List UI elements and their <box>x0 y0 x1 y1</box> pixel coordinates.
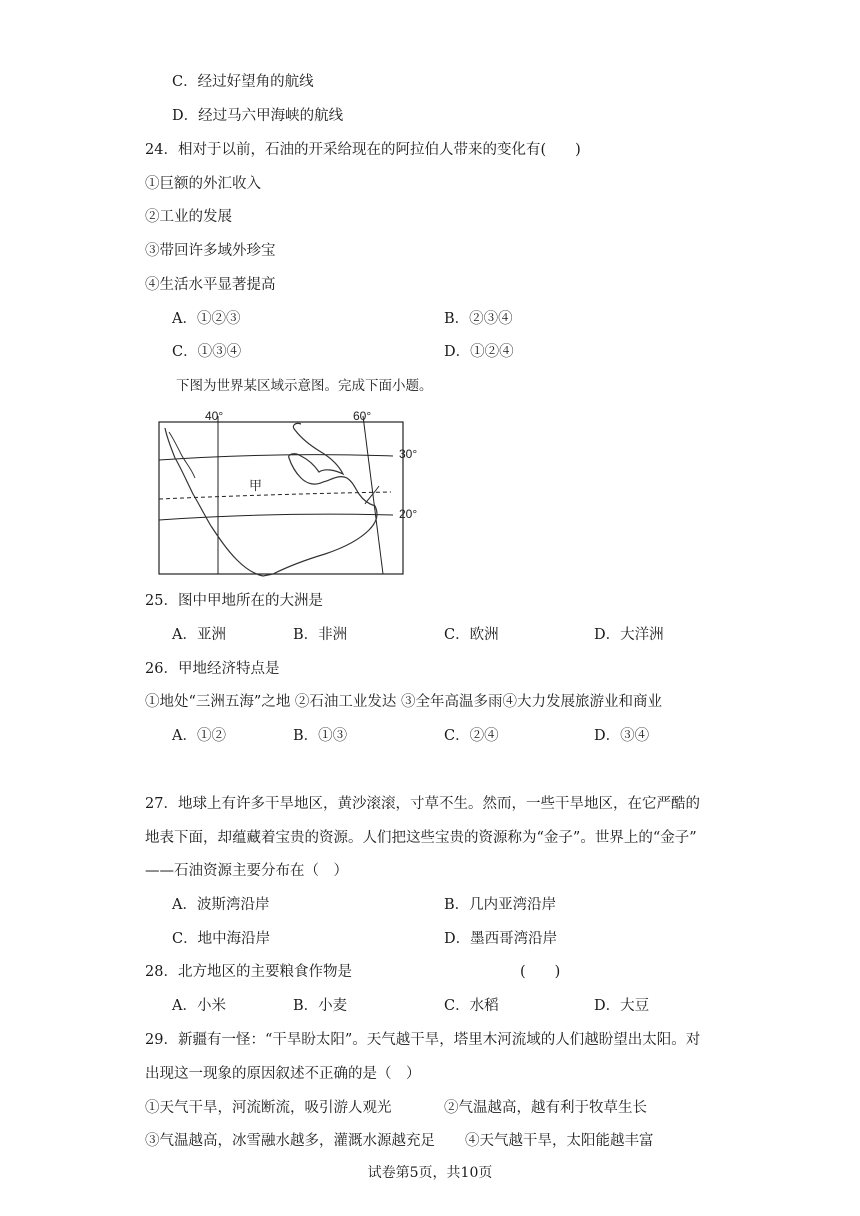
q24-option-b: B．②③④ <box>444 311 513 327</box>
q27-option-b: B．几内亚湾沿岸 <box>444 897 557 913</box>
q27-option-d: D．墨西哥湾沿岸 <box>444 931 558 947</box>
region-map <box>155 408 430 578</box>
q25-option-a: A．亚洲 <box>172 627 226 643</box>
place-label-jia: 甲 <box>249 479 263 494</box>
parallel-20 <box>159 514 393 520</box>
lat-label-20: 20° <box>399 507 418 521</box>
meridian-60 <box>363 416 383 574</box>
q27-stem-line-2: 地表下面，却蕴藏着宝贵的资源。人们把这些宝贵的资源称为“金子”。世界上的“金子” <box>145 830 697 846</box>
q24-option-c: C．①③④ <box>172 344 242 360</box>
q24-item-4: ④生活水平显著提高 <box>145 277 276 293</box>
lon-label-60: 60° <box>353 409 372 423</box>
q24-stem: 24．相对于以前，石油的开采给现在的阿拉伯人带来的变化有( ) <box>145 142 581 158</box>
q27-option-c: C．地中海沿岸 <box>172 931 271 947</box>
q28-option-c: C．水稻 <box>444 998 499 1014</box>
q26-items: ①地处“三洲五海”之地 ②石油工业发达 ③全年高温多雨④大力发展旅游业和商业 <box>145 694 663 710</box>
q25-option-b: B．非洲 <box>293 627 348 643</box>
q26-option-c: C．②④ <box>444 728 499 744</box>
q26-option-a: A．①② <box>172 728 226 744</box>
q26-option-d: D．③④ <box>594 728 650 744</box>
q29-item-4: ④天气越干旱，太阳能越丰富 <box>465 1133 654 1149</box>
q29-stem-line-2: 出现这一现象的原因叙述不正确的是（ ） <box>145 1066 421 1082</box>
q27-option-a: A．波斯湾沿岸 <box>172 897 270 913</box>
coastline <box>165 423 377 576</box>
q28-option-d: D．大豆 <box>594 998 650 1014</box>
q27-stem-line-1: 27．地球上有许多干旱地区，黄沙滚滚，寸草不生。然而，一些干旱地区，在它严酷的 <box>145 796 700 812</box>
map-intro: 下图为世界某区域示意图。完成下面小题。 <box>176 378 433 394</box>
parallel-30 <box>159 455 393 460</box>
q28-blank: ( ) <box>520 964 561 980</box>
q29-item-3: ③气温越高，冰雪融水越多，灌溉水源越充足 <box>145 1133 435 1149</box>
lon-label-40: 40° <box>205 409 224 423</box>
q24-option-a: A．①②③ <box>172 311 241 327</box>
q23-option-d: D．经过马六甲海峡的航线 <box>172 108 344 124</box>
q29-item-2: ②气温越高，越有利于牧草生长 <box>444 1100 647 1116</box>
q27-stem-line-3: ——石油资源主要分布在（ ） <box>145 863 348 879</box>
q23-option-c: C．经过好望角的航线 <box>172 74 314 90</box>
q24-item-2: ②工业的发展 <box>145 209 232 225</box>
q29-stem-line-1: 29．新疆有一怪：“干旱盼太阳”。天气越干旱，塔里木河流域的人们越盼望出太阳。对 <box>145 1032 701 1048</box>
page-footer: 试卷第5页，共10页 <box>367 1165 493 1181</box>
q24-item-1: ①巨额的外汇收入 <box>145 176 261 192</box>
q24-item-3: ③带回许多域外珍宝 <box>145 243 276 259</box>
q25-option-d: D．大洋洲 <box>594 627 664 643</box>
q25-option-c: C．欧洲 <box>444 627 499 643</box>
q26-option-b: B．①③ <box>293 728 348 744</box>
q28-stem: 28．北方地区的主要粮食作物是 <box>145 964 352 980</box>
lat-label-30: 30° <box>399 447 418 461</box>
q26-stem: 26．甲地经济特点是 <box>145 661 280 677</box>
q25-stem: 25．图中甲地所在的大洲是 <box>145 593 323 609</box>
q28-option-b: B．小麦 <box>293 998 348 1014</box>
q28-option-a: A．小米 <box>172 998 226 1014</box>
q29-item-1: ①天气干旱，河流断流，吸引游人观光 <box>145 1100 392 1116</box>
q24-option-d: D．①②④ <box>444 344 514 360</box>
